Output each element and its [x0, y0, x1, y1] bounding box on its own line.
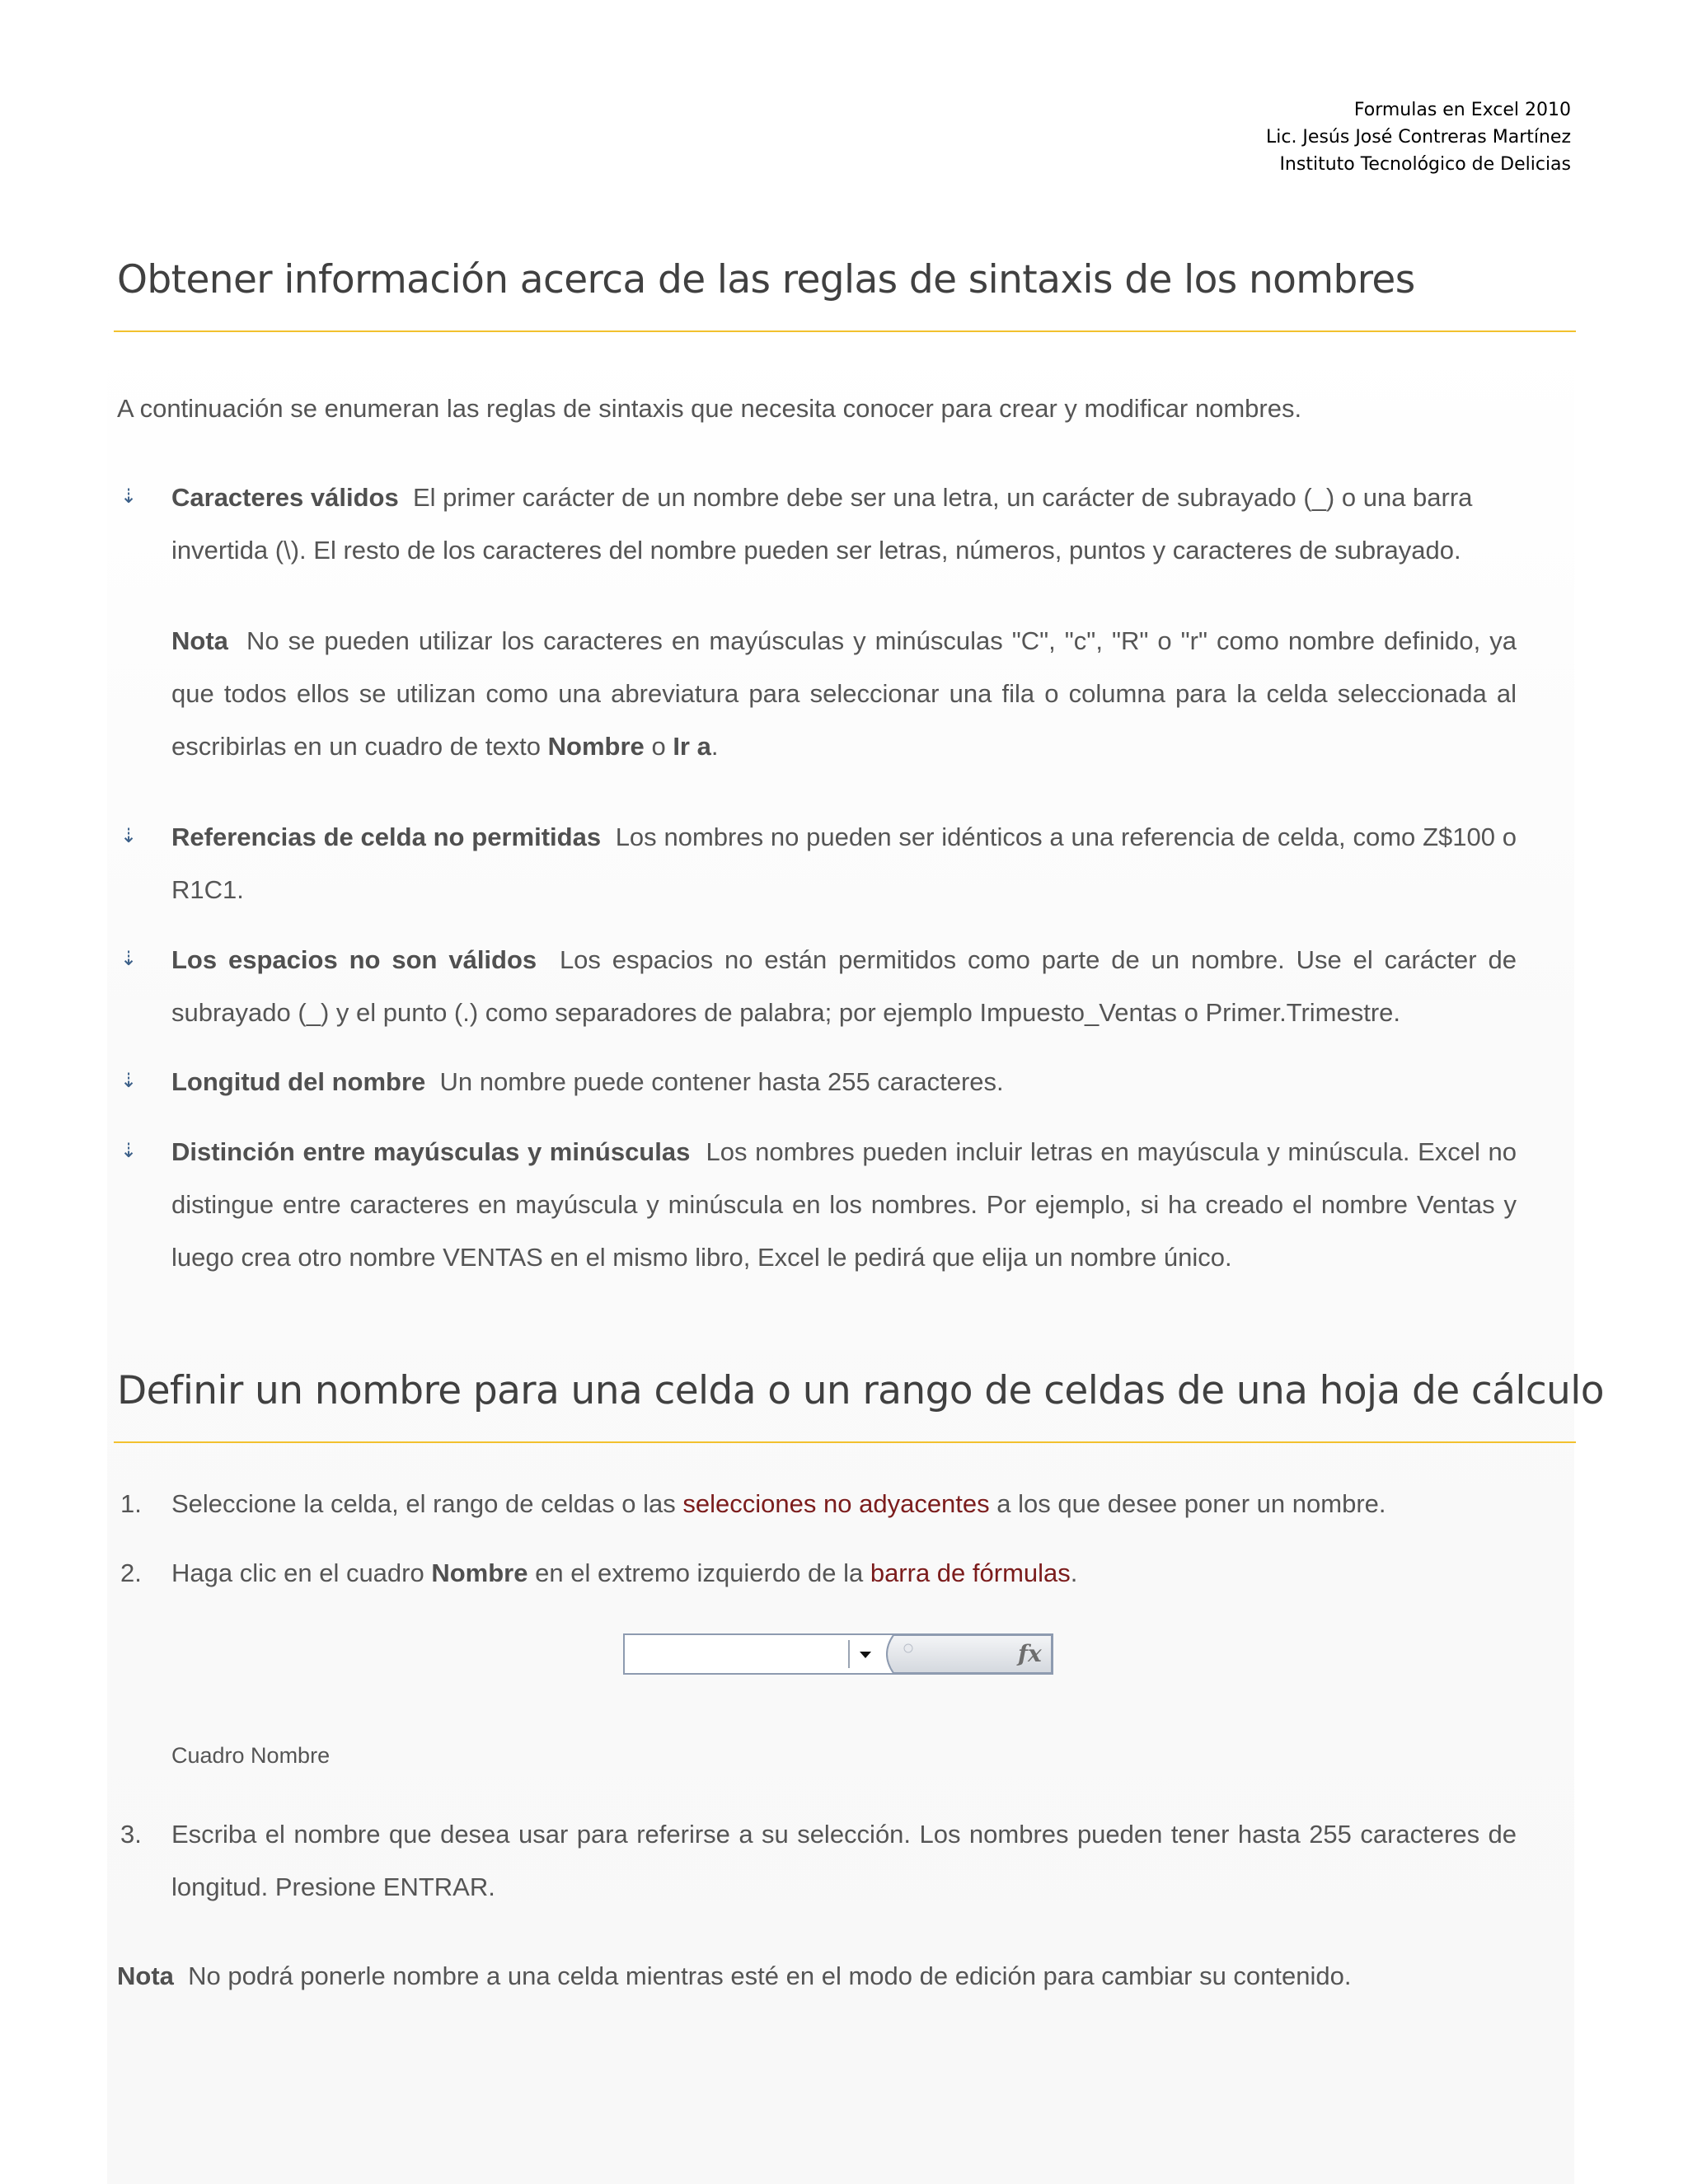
note-label: Nota [117, 1961, 174, 1990]
note-text: No podrá ponerle nombre a una celda mientras esté en el modo de edición para cambiar su contenido. [188, 1961, 1352, 1990]
section2-divider [114, 1441, 1576, 1443]
step-bold-nombre: Nombre [431, 1558, 528, 1587]
rule-text: El primer carácter de un nombre debe ser una letra, un carácter de subrayado (_) o una barra invertida (\). El resto de los caracteres del nombre pueden ser letras, números, puntos y caracteres de subrayado. [171, 483, 1473, 565]
rule-item-cell-references [171, 811, 1517, 916]
rule-item-case [171, 1126, 1517, 1284]
document-header [1266, 96, 1571, 178]
step-text: en el extremo izquierdo de la [535, 1558, 864, 1587]
step-1 [171, 1478, 1523, 1530]
note-bold-nombre: Nombre [547, 732, 645, 761]
section1-intro: A continuación se enumeran las reglas de sintaxis que necesita conocer para crear y modificar nombres. [117, 394, 1302, 423]
section1-note [171, 615, 1517, 773]
note-text: No se pueden utilizar los caracteres en mayúsculas y minúsculas "C", "c", "R" o "r" como nombre definido, ya que todos ellos se utilizan como una abreviatura para seleccionar una fila o columna para la celda seleccionada al escribirlas en un cuadro de texto [171, 626, 1517, 761]
rule-term: Referencias de celda no permitidas [171, 823, 602, 851]
rule-item-valid-chars [171, 471, 1517, 577]
bullet-icon: ⇣ [120, 1070, 138, 1092]
step-3: Escriba el nombre que desea usar para referirse a su selección. Los nombres pueden tener hasta 255 caracteres de longitud. Presione ENTRAR. [171, 1820, 1517, 1901]
rule-text: Los espacios no están permitidos como parte de un nombre. Use el carácter de subrayado (_) y el punto (.) como separadores de palabra; por ejemplo Impuesto_Ventas o Primer.Trimestre. [171, 945, 1517, 1027]
step-number: 1. [120, 1489, 142, 1518]
section1-divider [114, 330, 1576, 332]
bullet-icon: ⇣ [120, 825, 138, 847]
step-2 [171, 1547, 1523, 1600]
rule-term: Distinción entre mayúsculas y minúsculas [171, 1137, 691, 1166]
step-number: 3. [120, 1820, 142, 1849]
note-label: Nota [171, 626, 228, 655]
section2-note [117, 1950, 1568, 2003]
header-course-title: Formulas en Excel 2010 [1353, 100, 1571, 120]
step-text: Seleccione la celda, el rango de celdas o las [171, 1489, 676, 1518]
rule-text: Los nombres no pueden ser idénticos a una referencia de celda, como Z$100 o R1C1. [171, 823, 1517, 904]
rule-term: Longitud del nombre [171, 1067, 426, 1096]
section1-title: Obtener información acerca de las reglas de sintaxis de los nombres [117, 257, 1415, 302]
name-box-image [623, 1633, 1060, 1675]
rule-text: Un nombre puede contener hasta 255 caracteres. [439, 1067, 1004, 1096]
header-institution: Instituto Tecnológico de Delicias [1279, 154, 1571, 175]
section2-title: Definir un nombre para una celda o un rango de celdas de una hoja de cálculo [117, 1368, 1604, 1413]
rule-term: Los espacios no son válidos [171, 945, 537, 974]
note-bold-ir-a: Ir a [673, 732, 711, 761]
step-text: Haga clic en el cuadro [171, 1558, 424, 1587]
step-text: a los que desee poner un nombre. [996, 1489, 1386, 1518]
link-formula-bar[interactable]: barra de fórmulas [870, 1558, 1071, 1587]
note-end: . [710, 732, 719, 761]
bullet-icon: ⇣ [120, 1140, 138, 1162]
rule-term: Caracteres válidos [171, 483, 399, 512]
figure-caption: Cuadro Nombre [171, 1743, 331, 1768]
rule-item-length [171, 1056, 1517, 1108]
rule-item-spaces [171, 934, 1517, 1039]
note-conj: o [651, 732, 666, 761]
name-box-figure [623, 1633, 1060, 1675]
step-number: 2. [120, 1558, 142, 1587]
bullet-icon: ⇣ [120, 485, 138, 508]
rule-text: Los nombres pueden incluir letras en mayúscula y minúscula. Excel no distingue entre caracteres en mayúscula y minúscula en los nombres. Por ejemplo, si ha creado el nombre Ventas y luego crea otro nombre VENTAS en el mismo libro, Excel le pedirá que elija un nombre único. [171, 1137, 1517, 1272]
bullet-icon: ⇣ [120, 948, 138, 970]
header-author: Lic. Jesús José Contreras Martínez [1265, 127, 1571, 148]
function-icon: fx [1018, 1640, 1042, 1667]
link-non-adjacent-selections[interactable]: selecciones no adyacentes [682, 1489, 990, 1518]
step-text: . [1070, 1558, 1078, 1587]
